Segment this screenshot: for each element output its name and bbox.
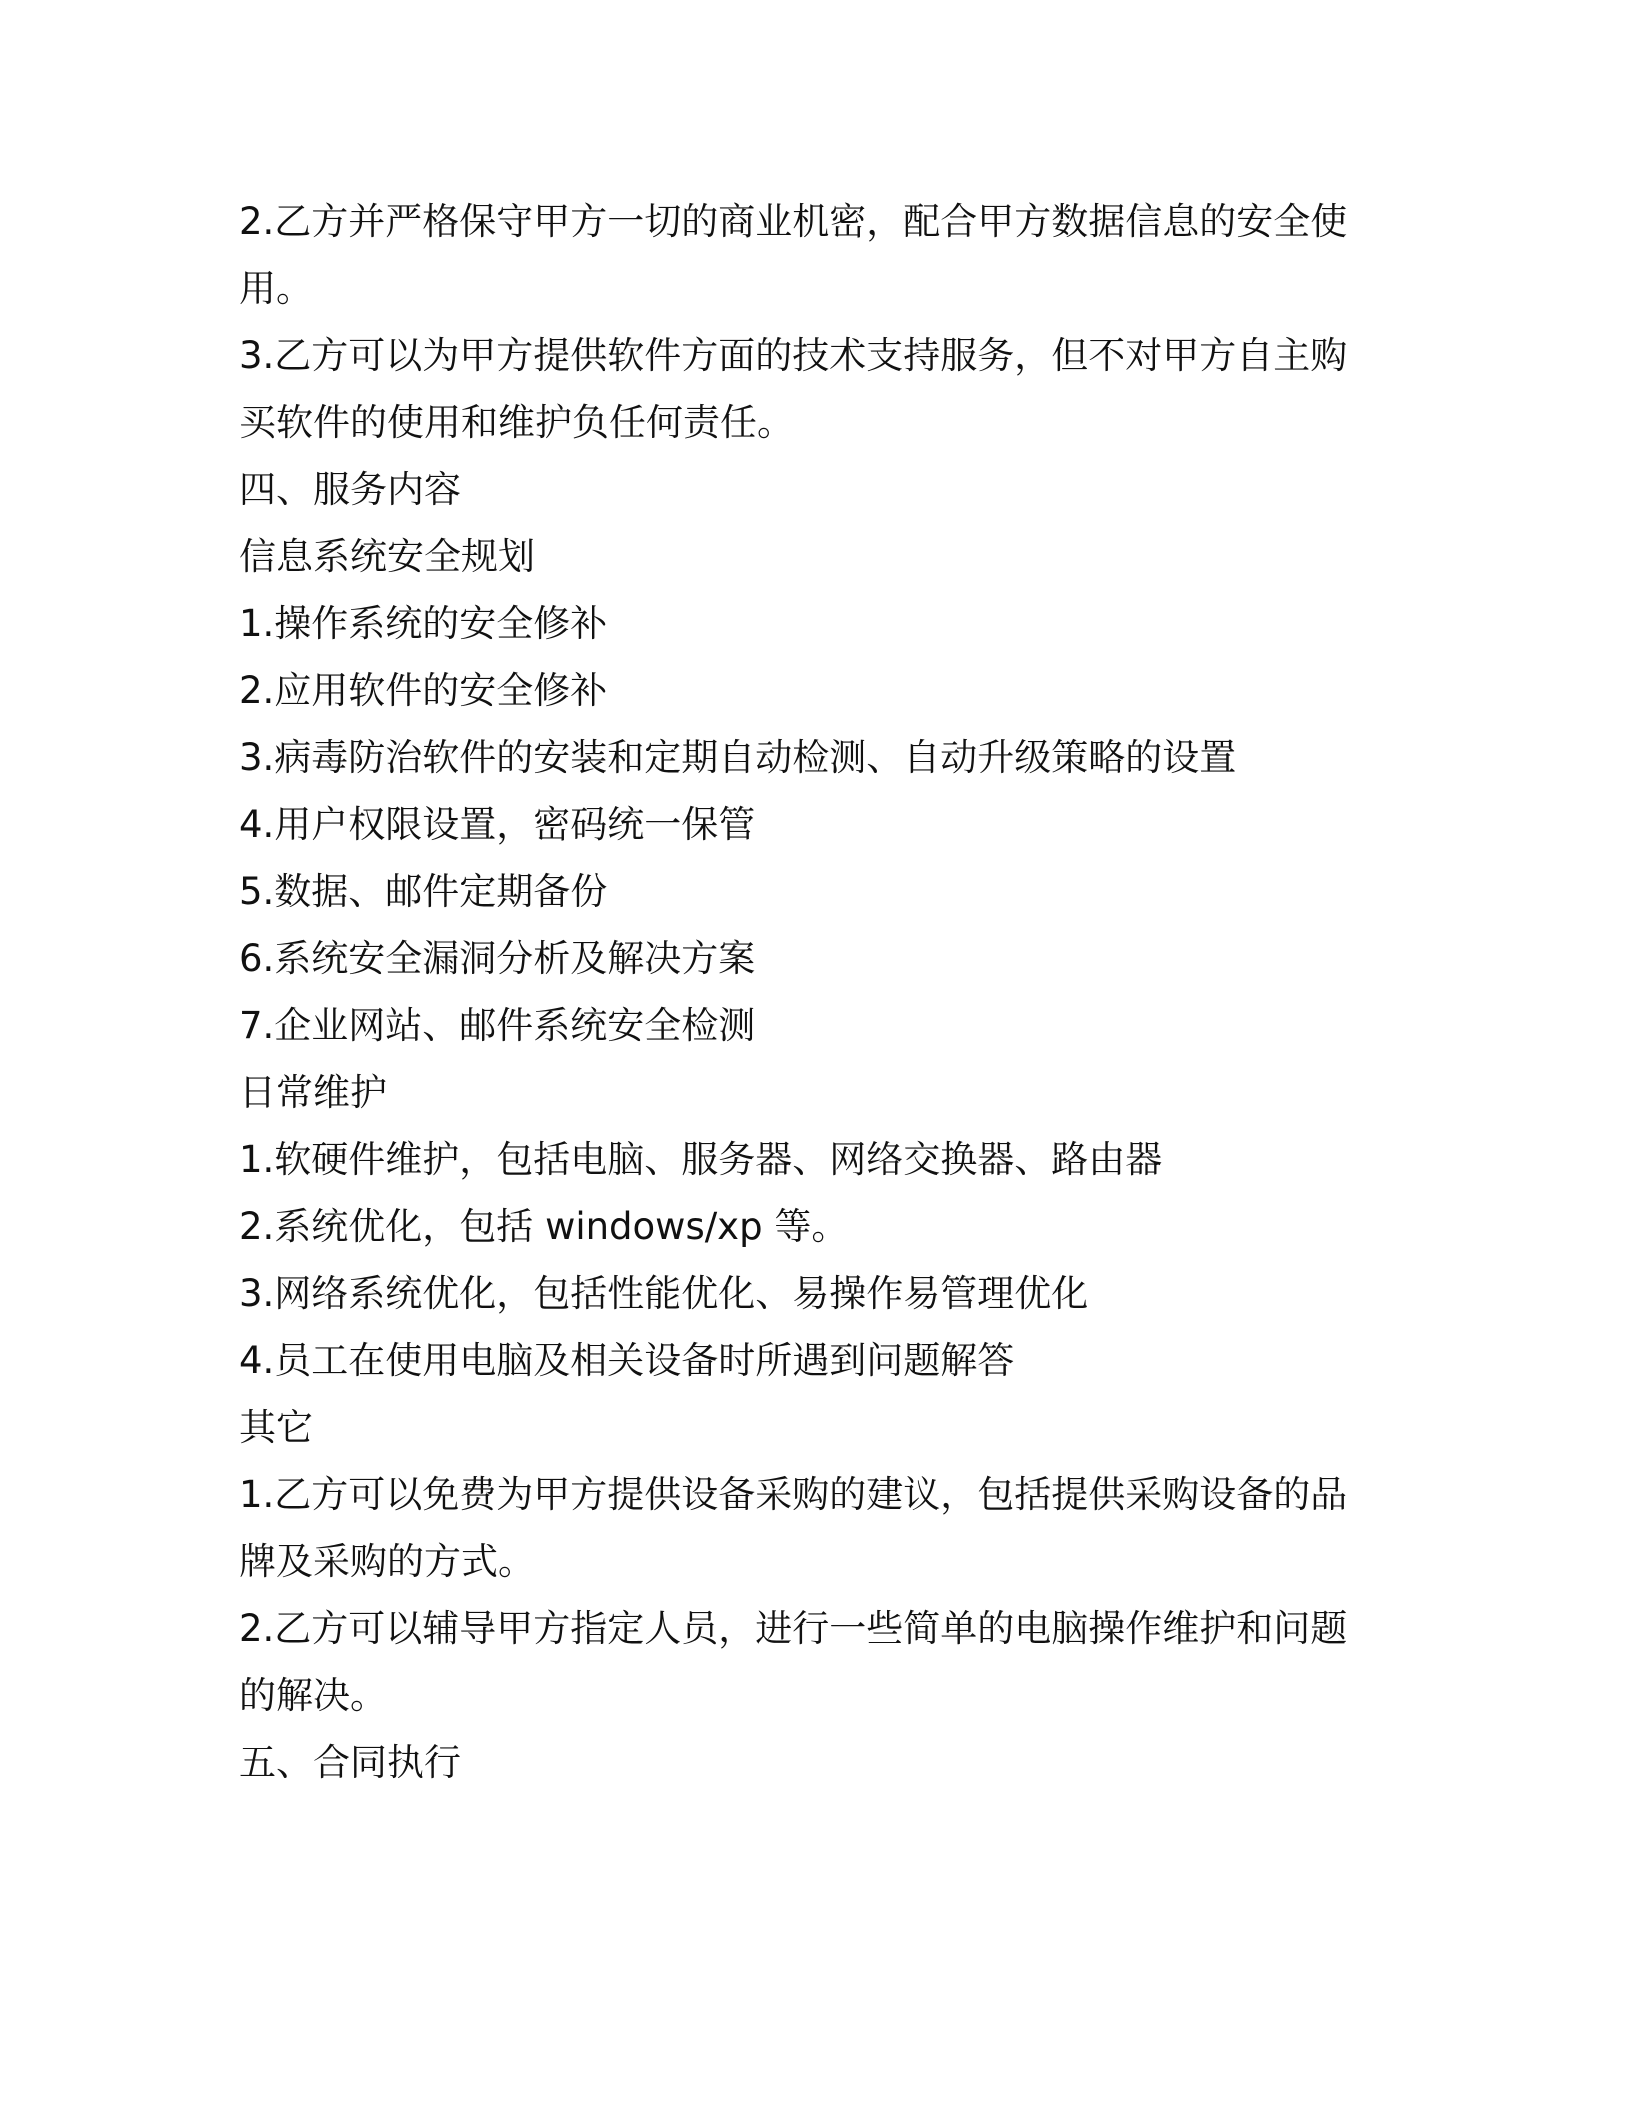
list-item: 7.企业网站、邮件系统安全检测 — [239, 1004, 756, 1047]
list-item: 1.软硬件维护，包括电脑、服务器、网络交换器、路由器 — [239, 1138, 1163, 1181]
section-heading: 四、服务内容 — [239, 468, 461, 511]
subsection-heading: 其它 — [239, 1406, 313, 1449]
list-item: 4.员工在使用电脑及相关设备时所遇到问题解答 — [239, 1339, 1015, 1382]
subsection-heading: 日常维护 — [239, 1071, 387, 1114]
paragraph-line: 的解决。 — [239, 1674, 387, 1717]
paragraph-line: 2.乙方可以辅导甲方指定人员，进行一些简单的电脑操作维护和问题 — [239, 1607, 1348, 1650]
list-item: 6.系统安全漏洞分析及解决方案 — [239, 937, 756, 980]
paragraph-line: 买软件的使用和维护负任何责任。 — [239, 401, 794, 444]
list-item: 2.应用软件的安全修补 — [239, 669, 608, 712]
list-item: 3.网络系统优化，包括性能优化、易操作易管理优化 — [239, 1272, 1089, 1315]
list-item: 2.系统优化，包括 windows/xp 等。 — [239, 1205, 849, 1248]
list-item: 4.用户权限设置，密码统一保管 — [239, 803, 756, 846]
list-item: 3.病毒防治软件的安装和定期自动检测、自动升级策略的设置 — [239, 736, 1237, 779]
list-item: 5.数据、邮件定期备份 — [239, 870, 608, 913]
paragraph-line: 1.乙方可以免费为甲方提供设备采购的建议，包括提供采购设备的品 — [239, 1473, 1348, 1516]
paragraph-line: 2.乙方并严格保守甲方一切的商业机密，配合甲方数据信息的安全使 — [239, 200, 1348, 243]
paragraph-line: 用。 — [239, 267, 313, 310]
document-body — [239, 188, 1369, 1796]
paragraph-line: 3.乙方可以为甲方提供软件方面的技术支持服务，但不对甲方自主购 — [239, 334, 1348, 377]
section-heading: 五、合同执行 — [239, 1741, 461, 1784]
paragraph-line: 牌及采购的方式。 — [239, 1540, 535, 1583]
subsection-heading: 信息系统安全规划 — [239, 535, 535, 578]
list-item: 1.操作系统的安全修补 — [239, 602, 608, 645]
